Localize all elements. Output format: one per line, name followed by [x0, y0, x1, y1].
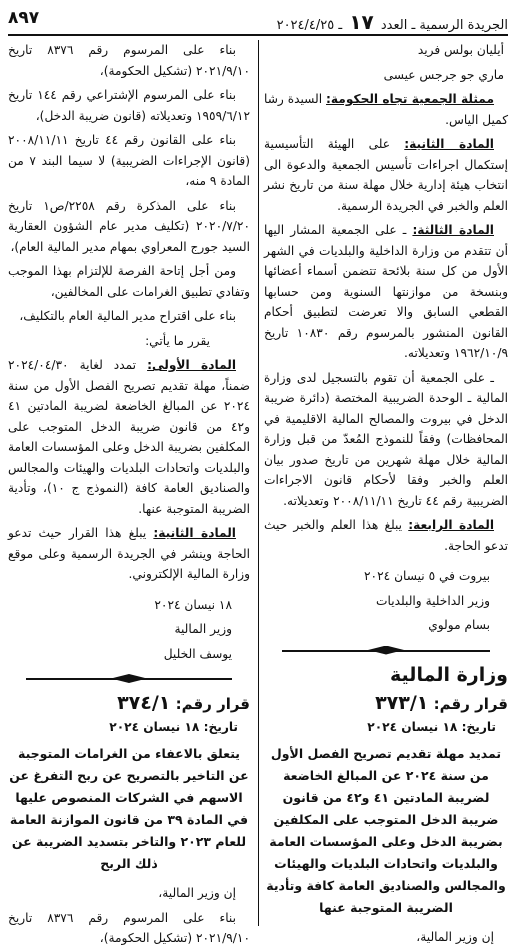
decision-subject: يتعلق بالاعفاء من الغرامات المتوجبة عن التاخير بالتصريح عن ربح التفرغ عن الاسهم في الشركات المنصوص عليها في المادة ٣٩ من قانون الموازنة العامة للعام ٢٠٢٣ والتاخر بتسديد الضريبة عن ذلك الربح [9, 746, 249, 871]
gazette-name: الجريدة الرسمية ـ العدد [380, 18, 508, 33]
decision-number-value: ٣٧٣/١ [375, 692, 429, 714]
legal-basis: بناء على المرسوم رقم ٨٣٧٦ تاريخ ٢٠٢١/٩/١٠ (تشكيل الحكومة)، [8, 910, 250, 945]
issue-date: ـ ٢٠٢٤/٤/٢٥ [276, 18, 343, 33]
signature-title: وزير الداخلية والبلديات [376, 593, 490, 608]
article-1 [8, 355, 250, 519]
member-name: أيليان بولس فريد [417, 43, 504, 57]
article-label: المادة الثانية: [404, 137, 494, 151]
signature-name: بسام مولوي [428, 618, 490, 632]
article-label: المادة الثانية: [153, 526, 236, 540]
member-name: ماري جو جرجس عيسى [383, 67, 504, 82]
gazette-title [277, 10, 508, 34]
article-text: يبلغ هذا العلم والخبر حيث تدعو الحاجة. [264, 518, 508, 553]
decision-number-value: ٣٧٤/١ [117, 692, 171, 714]
legal-basis: بناء على المذكرة رقم ٢٢٥٨/ص١ تاريخ ٢٠٢٠/٧/٢٠ (تكليف مدير عام الشؤون العقارية السيد جورج المعراوي بمهام مدير المالية العام)، [8, 198, 250, 254]
decision-label: قرار رقم: [433, 695, 508, 713]
rep-label: ممثلة الجمعية تجاه الحكومة: [326, 92, 495, 106]
issue-number: ١٧ [349, 10, 374, 34]
legal-basis: بناء على المرسوم رقم ٨٣٧٦ تاريخ ٢٠٢١/٩/١٠ (تشكيل الحكومة)، [8, 43, 250, 78]
decision-subject: تمديد مهلة تقديم تصريح الفصل الأول من سنة ٢٠٢٤ عن المبالغ الخاضعة لضريبة المادتين ٤١ و٤٢ من قانون ضريبة الدخل المتوجب على المكلفين بضريبة الدخل وعلى المؤسسات العامة والبلديات واتحادات البلديات والهيئات والمجالس والصناديق العامة كافة وتأدية الضريبة المتوجبة عنها [266, 746, 506, 915]
article-label: المادة الثالثة: [412, 223, 494, 237]
signature-title: وزير المالية [174, 622, 232, 636]
article-text: تمدد لغاية ٢٠٢٤/٠٤/٣٠ ضمناً، مهلة تقديم تصريح الفصل الأول من سنة ٢٠٢٤ عن المبالغ الخاضعة لضريبة المادتين ٤١ و٤٢ من قانون ضريبة الدخل المتوجب على المكلفين بضريبة الدخل وعلى المؤسسات العامة والبلديات واتحادات البلديات والهيئات والمجالس والصناديق العامة كافة (النموذج ج ١٠)، وتأدية الضريبة المتوجبة عنها. [8, 358, 250, 516]
section-separator [264, 646, 508, 655]
decision-label: قرار رقم: [175, 695, 250, 713]
legal-basis: بناء على المرسوم الإشتراعي رقم ١٤٤ تاريخ ١٩٥٩/٦/١٢ وتعديلاته (قانون ضريبة الدخل)، [8, 88, 250, 123]
article-2 [264, 134, 508, 216]
signature-date: ١٨ نيسان ٢٠٢٤ [154, 597, 232, 612]
article-2 [8, 523, 250, 585]
article-3 [264, 220, 508, 364]
article-text: على الهيئة التأسيسية إستكمال اجراءات تأسيس الجمعية والدعوة الى انتخاب هيئة إدارية خلال مهلة سنة من تاريخ نشر العلم والخبر في الجريدة الرسمية. [264, 137, 508, 213]
decision-intro: إن وزير المالية، [416, 930, 494, 944]
article-text: ـ على الجمعية المشار اليها أن تتقدم من وزارة الداخلية والبلديات في الشهر الأول من كل سنة بلائحة تتضمن أسماء أعضائها وبنسخة من موازنتها السنوية ومن حسابها القطعي السابق والا تعرضت لتطبيق أحكام القانون المنشور بالمرسوم رقم ١٠٨٣٠ تاريخ ١٩٦٢/١٠/٩ وتعديلاته. [264, 223, 508, 360]
decision-date: تاريخ: ١٨ نيسان ٢٠٢٤ [367, 719, 496, 734]
article-label: المادة الرابعة: [408, 518, 494, 532]
decision-date: تاريخ: ١٨ نيسان ٢٠٢٤ [109, 719, 238, 734]
right-column [264, 40, 508, 944]
ministry-title: وزارة المالية [390, 663, 508, 686]
article-text: يبلغ هذا القرار حيث تدعو الحاجة وينشر في الجريدة الرسمية وعلى موقع وزارة المالية الإلكتروني. [8, 526, 250, 581]
header-rule [8, 34, 508, 36]
page-number: ٨٩٧ [8, 8, 40, 28]
government-representative [264, 89, 508, 130]
left-column [8, 40, 250, 945]
article-3-part-2: ـ على الجمعية أن تقوم بالتسجيل لدى وزارة المالية ـ الوحدة الضريبية المختصة (دائرة ضريبة الدخل في بيروت والمصالح المالية الاقليمية في المحافظات) وفقاً للنموذج المُعدّ من قبل وزارة المالية خلال مهلة شهرين من تاريخ صدور بيان العلم والخبر وفقا لأحكام قانون الاجراءات الضريبية رقم ٤٤ تاريخ ٢٠٠٨/١١/١١ وتعديلاته. [264, 370, 508, 508]
decides-line: يقرر ما يأتي: [145, 333, 210, 348]
signature-place-date: بيروت في ٥ نيسان ٢٠٢٤ [364, 569, 490, 583]
section-separator [8, 674, 250, 683]
decision-number [8, 693, 250, 715]
decision-number [264, 693, 508, 715]
rep-value: السيدة رشا كميل الياس. [264, 92, 508, 127]
column-divider [258, 40, 259, 926]
legal-basis: ومن أجل إتاحة الفرصة للإلتزام بهذا الموجب وتفادي تطبيق الغرامات على المخالفين، [8, 264, 250, 299]
article-label: المادة الأولى: [147, 358, 236, 372]
decision-intro: إن وزير المالية، [158, 886, 236, 900]
article-4 [264, 515, 508, 556]
signature-name: يوسف الخليل [163, 646, 232, 661]
legal-basis: بناء على اقتراح مدير المالية العام بالتكليف، [19, 309, 236, 323]
page-header [8, 6, 508, 32]
legal-basis: بناء على القانون رقم ٤٤ تاريخ ٢٠٠٨/١١/١١ (قانون الإجراءات الضريبية) لا سيما البند ٧ من المادة ٩ منه، [8, 133, 250, 188]
